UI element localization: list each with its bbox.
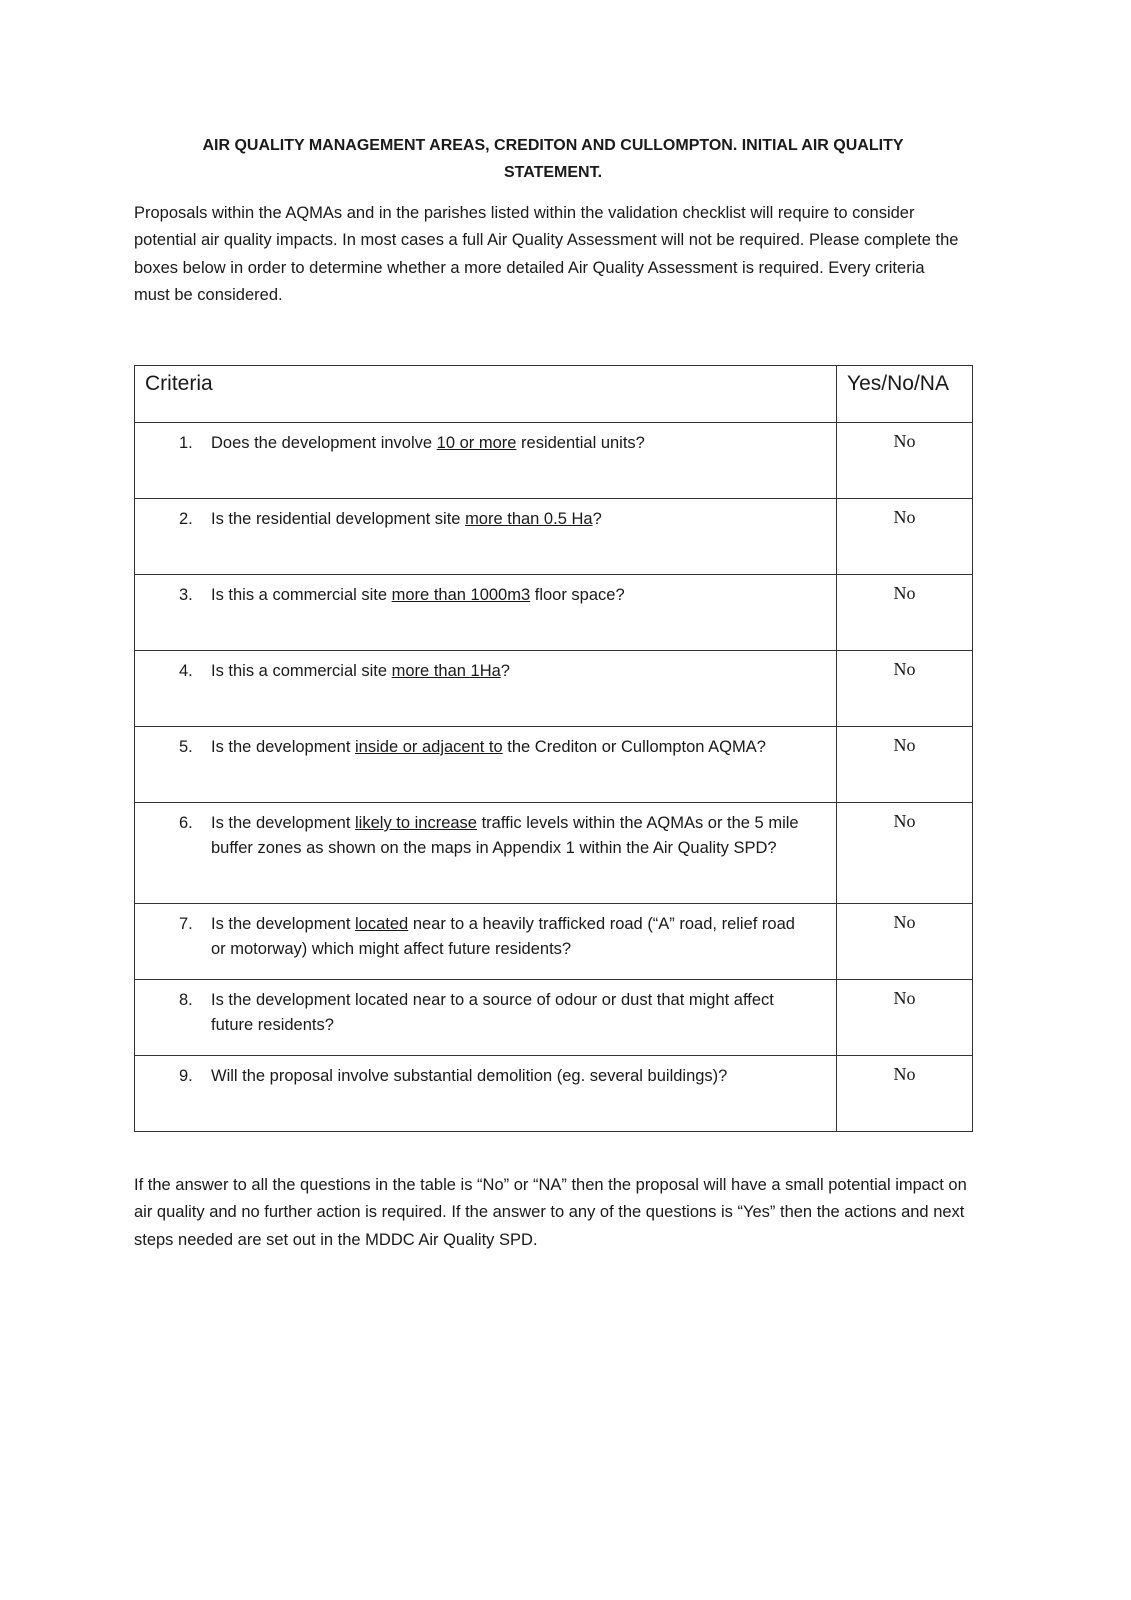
question-number: 5.	[179, 738, 193, 756]
criteria-table	[134, 365, 973, 1132]
outro-paragraph: If the answer to all the questions in the table is “No” or “NA” then the proposal will have a small potential impact on air quality and no further action is required. If the answer to any of the questions is “Yes” then the actions and next steps needed are set out in the MDDC Air Quality SPD.	[134, 1176, 967, 1249]
question-text-pre: Is the development	[211, 738, 356, 756]
question-text	[211, 988, 806, 1038]
question-text-post: floor space?	[530, 586, 625, 604]
table-row	[135, 904, 973, 980]
criteria-cell	[135, 423, 837, 499]
answer-cell[interactable]: No	[837, 904, 973, 980]
question-text	[211, 583, 806, 608]
question-text-underlined: more than 1Ha	[391, 662, 501, 680]
criteria-cell	[135, 575, 837, 651]
table-row	[135, 499, 973, 575]
question-text-underlined: 10 or more	[436, 434, 517, 452]
question-text-post: ?	[500, 662, 510, 680]
question-text-pre: Is this a commercial site	[211, 586, 392, 604]
question-text-pre: Is this a commercial site	[211, 662, 392, 680]
question-text	[211, 811, 806, 861]
question-text-post: traffic levels within the AQMAs or the 5 mile buffer zones as shown on the maps in Appendix 1 within the Air Quality SPD?	[211, 814, 799, 857]
question-number: 7.	[179, 915, 193, 933]
criteria-cell	[135, 651, 837, 727]
criteria-cell	[135, 727, 837, 803]
answer-cell[interactable]: No	[837, 980, 973, 1056]
question-text-underlined: more than 0.5 Ha	[465, 510, 593, 528]
question-number: 4.	[179, 662, 193, 680]
criteria-cell	[135, 803, 837, 904]
title-line-1: AIR QUALITY MANAGEMENT AREAS, CREDITON AND CULLOMPTON. INITIAL AIR QUALITY	[202, 137, 904, 154]
table-row	[135, 423, 973, 499]
table-row	[135, 651, 973, 727]
intro-paragraph: Proposals within the AQMAs and in the parishes listed within the validation checklist will require to consider potential air quality impacts. In most cases a full Air Quality Assessment will not be required. Please complete the boxes below in order to determine whether a more detailed Air Quality Assessment is required. Every criteria must be considered.	[134, 204, 959, 304]
answer-cell[interactable]: No	[837, 727, 973, 803]
question-text	[211, 659, 806, 684]
question-text	[211, 735, 806, 760]
answer-cell[interactable]: No	[837, 803, 973, 904]
question-text-underlined: likely to increase	[355, 814, 477, 832]
question-text-post: the Crediton or Cullompton AQMA?	[502, 738, 766, 756]
criteria-header: Criteria	[135, 366, 837, 423]
criteria-cell	[135, 499, 837, 575]
table-row	[135, 727, 973, 803]
answer-cell[interactable]: No	[837, 1056, 973, 1132]
answer-cell[interactable]: No	[837, 575, 973, 651]
question-number: 3.	[179, 586, 193, 604]
question-text-underlined: more than 1000m3	[391, 586, 531, 604]
answer-cell[interactable]: No	[837, 423, 973, 499]
question-number: 6.	[179, 814, 193, 832]
question-number: 8.	[179, 991, 193, 1009]
document-title	[134, 132, 972, 186]
question-text	[211, 912, 806, 962]
table-row	[135, 1056, 973, 1132]
question-text-pre: Is the development located near to a source of odour or dust that might affect future residents?	[211, 991, 774, 1034]
question-text-pre: Is the development	[211, 814, 356, 832]
question-text-pre: Is the development	[211, 915, 356, 933]
criteria-cell	[135, 980, 837, 1056]
answer-cell[interactable]: No	[837, 651, 973, 727]
question-text-post: near to a heavily trafficked road (“A” road, relief road or motorway) which might affect future residents?	[211, 915, 795, 958]
criteria-cell	[135, 904, 837, 980]
question-number: 9.	[179, 1067, 193, 1085]
question-text	[211, 507, 806, 532]
title-line-2: STATEMENT.	[503, 164, 603, 181]
question-text-underlined: located	[355, 915, 409, 933]
question-number: 2.	[179, 510, 193, 528]
question-text-underlined: inside or adjacent to	[355, 738, 503, 756]
answer-cell[interactable]: No	[837, 499, 973, 575]
question-text	[211, 1064, 806, 1089]
question-text-pre: Will the proposal involve substantial demolition (eg. several buildings)?	[211, 1067, 728, 1085]
question-text-pre: Does the development involve	[211, 434, 437, 452]
table-row	[135, 803, 973, 904]
criteria-cell	[135, 1056, 837, 1132]
question-text-pre: Is the residential development site	[211, 510, 466, 528]
table-row	[135, 980, 973, 1056]
answer-header: Yes/No/NA	[837, 366, 973, 423]
question-text-post: residential units?	[516, 434, 645, 452]
question-text-post: ?	[592, 510, 602, 528]
question-text	[211, 431, 806, 456]
question-number: 1.	[179, 434, 193, 452]
table-row	[135, 575, 973, 651]
